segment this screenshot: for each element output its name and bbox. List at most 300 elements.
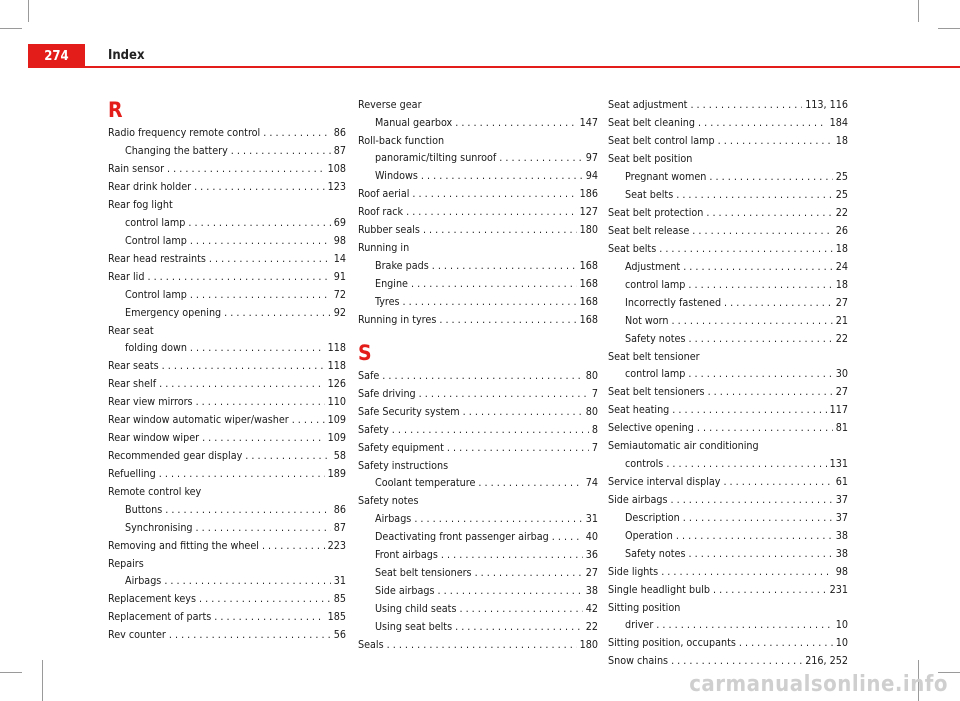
entry-label: Seat belt position: [608, 152, 693, 165]
index-entry[interactable]: [608, 240, 848, 258]
page-ref: 37: [835, 492, 848, 506]
dot-leader: [196, 519, 331, 537]
entry-label: driver: [625, 618, 654, 631]
page-ref: 189: [327, 467, 346, 480]
page-ref: 113, 116: [805, 98, 848, 111]
page-ref: 216, 252: [805, 654, 848, 667]
index-subentry[interactable]: [608, 186, 848, 204]
index-entry[interactable]: [358, 385, 598, 403]
index-entry[interactable]: [108, 268, 346, 286]
dot-leader: [698, 114, 827, 132]
dot-leader: [713, 581, 827, 599]
entry-label: Safety notes: [625, 331, 686, 345]
entry-label: Safe: [358, 368, 380, 382]
index-subentry[interactable]: [108, 519, 346, 537]
entry-label: Roll-back function: [358, 133, 445, 147]
entry-label: Not worn: [625, 313, 669, 327]
entry-label: Seat adjustment: [608, 98, 688, 111]
page-ref: 18: [835, 277, 848, 291]
index-subentry[interactable]: [108, 142, 346, 160]
page-ref: 184: [829, 116, 848, 129]
entry-label: Rev counter: [108, 628, 166, 641]
index-entry[interactable]: [608, 222, 848, 240]
index-subentry[interactable]: [358, 257, 598, 275]
index-entry[interactable]: [608, 96, 848, 114]
entry-label: Operation: [625, 528, 673, 542]
page-ref: 87: [333, 520, 346, 534]
index-subentry[interactable]: [108, 232, 346, 250]
page-ref: 14: [333, 251, 346, 265]
dot-leader: [202, 429, 325, 447]
page-title: Index: [108, 48, 145, 63]
page-ref: 168: [579, 276, 598, 290]
page-ref: 180: [579, 637, 598, 651]
page-ref: 91: [333, 269, 346, 283]
dot-leader: [263, 124, 331, 142]
dot-leader: [164, 572, 330, 590]
page-ref: 147: [579, 115, 598, 129]
index-column-2: [358, 96, 598, 654]
index-subentry[interactable]: [358, 600, 598, 618]
entry-label: Windows: [375, 169, 418, 182]
dot-leader: [159, 465, 325, 483]
entry-label: Refuelling: [108, 467, 156, 480]
entry-label: Rear seat: [108, 323, 154, 337]
index-entry[interactable]: [608, 599, 848, 617]
entry-label: Selective opening: [608, 421, 694, 434]
dot-leader: [419, 385, 589, 403]
index-subentry[interactable]: [608, 294, 848, 312]
page-ref: 69: [333, 215, 346, 229]
page-ref: 168: [579, 258, 598, 272]
index-entry[interactable]: [108, 160, 346, 178]
index-entry[interactable]: [608, 437, 848, 455]
entry-label: Seat belts: [608, 241, 657, 255]
index-subentry[interactable]: [108, 286, 346, 304]
dot-leader: [706, 204, 832, 222]
index-entry[interactable]: [358, 203, 598, 221]
entry-label: Control lamp: [125, 287, 187, 301]
entry-label: Radio frequency remote control: [108, 126, 261, 139]
entry-label: Removing and fitting the wheel: [108, 538, 259, 552]
entry-label: Manual gearbox: [375, 115, 453, 129]
entry-label: Safety equipment: [358, 440, 444, 454]
index-subentry[interactable]: [108, 572, 346, 590]
page-ref: 109: [327, 413, 346, 426]
dot-leader: [190, 232, 331, 250]
index-entry[interactable]: [358, 492, 598, 510]
index-entry[interactable]: [358, 403, 598, 421]
page-ref: 185: [327, 610, 346, 623]
dot-leader: [439, 311, 576, 329]
crop-mark: [0, 28, 22, 29]
index-subentry[interactable]: [358, 149, 598, 167]
dot-leader: [214, 608, 324, 626]
page-ref: 30: [835, 367, 848, 380]
dot-leader: [292, 411, 325, 429]
entry-label: Rain sensor: [108, 162, 165, 175]
index-subentry[interactable]: [608, 312, 848, 330]
entry-label: Rear window wiper: [108, 431, 200, 444]
dot-leader: [552, 528, 583, 546]
page-ref: 127: [579, 205, 598, 218]
dot-leader: [478, 474, 582, 492]
index-subentry[interactable]: [108, 501, 346, 519]
index-entry[interactable]: [608, 150, 848, 168]
page-ref: 110: [327, 395, 346, 408]
dot-leader: [666, 455, 826, 473]
page-ref: 108: [327, 162, 346, 175]
entry-label: Remote control key: [108, 485, 202, 498]
entry-label: Airbags: [125, 574, 162, 587]
page-ref: 186: [579, 187, 598, 200]
page-ref: 58: [333, 449, 346, 462]
page-ref: 18: [835, 134, 848, 147]
index-subentry[interactable]: [358, 528, 598, 546]
dot-leader: [447, 439, 589, 457]
entry-label: Recommended gear display: [108, 449, 243, 462]
index-entry[interactable]: [108, 411, 346, 429]
index-entry[interactable]: [108, 322, 346, 340]
dot-leader: [455, 114, 576, 132]
dot-leader: [437, 582, 582, 600]
entry-label: Snow chains: [608, 654, 669, 667]
page-ref: 22: [835, 205, 848, 219]
dot-leader: [147, 268, 330, 286]
index-entry[interactable]: [358, 221, 598, 239]
entry-label: Side airbags: [608, 492, 668, 506]
index-entry[interactable]: [608, 401, 848, 419]
index-subentry[interactable]: [608, 276, 848, 294]
entry-label: Engine: [375, 276, 408, 290]
entry-label: Side lights: [608, 564, 659, 578]
page-ref: 7: [591, 386, 598, 400]
dot-leader: [683, 258, 833, 276]
page-ref: 40: [585, 529, 598, 543]
entry-label: Running in: [358, 241, 410, 254]
dot-leader: [423, 221, 577, 239]
index-entry[interactable]: [358, 96, 598, 114]
entry-label: Incorrectly fastened: [625, 295, 722, 309]
index-entry[interactable]: [358, 311, 598, 329]
dot-leader: [688, 545, 832, 563]
page-ref: 18: [835, 241, 848, 255]
page-ref: 27: [835, 385, 848, 398]
page-ref: 27: [835, 295, 848, 309]
index-entry[interactable]: [358, 439, 598, 457]
entry-label: Running in tyres: [358, 312, 437, 326]
index-entry[interactable]: [358, 636, 598, 654]
page-ref: 42: [585, 601, 598, 615]
dot-leader: [671, 652, 802, 670]
page-ref: 31: [333, 574, 346, 587]
entry-label: Safety notes: [625, 546, 686, 560]
index-entry[interactable]: [108, 483, 346, 501]
page-ref: 61: [835, 474, 848, 488]
page-ref: 98: [835, 564, 848, 578]
entry-label: Side airbags: [375, 583, 435, 597]
dot-leader: [688, 330, 832, 348]
index-entry[interactable]: [108, 590, 346, 608]
index-subentry[interactable]: [608, 616, 848, 634]
index-entry[interactable]: [608, 563, 848, 581]
dot-leader: [718, 132, 833, 150]
index-entry[interactable]: [108, 375, 346, 393]
index-entry[interactable]: [108, 555, 346, 573]
page-ref: 118: [327, 359, 346, 372]
dot-leader: [676, 186, 833, 204]
page-ref: 36: [585, 547, 598, 561]
index-entry[interactable]: [358, 132, 598, 150]
dot-leader: [245, 447, 330, 465]
index-entry[interactable]: [108, 357, 346, 375]
index-subentry[interactable]: [108, 339, 346, 357]
entry-label: Adjustment: [625, 259, 681, 273]
index-entry[interactable]: [108, 447, 346, 465]
page-ref: 8: [591, 422, 598, 436]
entry-label: control lamp: [125, 215, 186, 229]
dot-leader: [659, 240, 833, 258]
entry-label: Replacement keys: [108, 592, 196, 605]
dot-leader: [262, 537, 325, 555]
dot-leader: [194, 178, 325, 196]
index-subentry[interactable]: [358, 275, 598, 293]
dot-leader: [656, 616, 832, 634]
dot-leader: [387, 636, 577, 654]
dot-leader: [432, 257, 577, 275]
page-ref: 56: [333, 628, 346, 641]
dot-leader: [167, 160, 325, 178]
entry-label: Seals: [358, 637, 384, 651]
index-subentry[interactable]: [108, 214, 346, 232]
entry-label: Safety: [358, 422, 389, 436]
entry-label: Seat belt tensioner: [608, 349, 700, 363]
index-subentry[interactable]: [608, 365, 848, 383]
entry-label: Seat belt cleaning: [608, 116, 695, 129]
index-subentry[interactable]: [358, 474, 598, 492]
index-entry[interactable]: [608, 473, 848, 491]
entry-label: Rear lid: [108, 269, 145, 283]
dot-leader: [231, 142, 331, 160]
entry-label: Rear drink holder: [108, 180, 192, 193]
page-ref: 27: [585, 565, 598, 579]
index-entry[interactable]: [358, 239, 598, 257]
entry-label: Service interval display: [608, 474, 721, 488]
dot-leader: [169, 626, 331, 644]
index-entry[interactable]: [358, 367, 598, 385]
index-subentry[interactable]: [608, 509, 848, 527]
dot-leader: [414, 510, 582, 528]
dot-leader: [224, 304, 331, 322]
page-ref: 24: [835, 259, 848, 273]
entry-label: Coolant temperature: [375, 476, 476, 489]
entry-label: Safe driving: [358, 386, 416, 400]
index-entry[interactable]: [108, 608, 346, 626]
page-ref: 109: [327, 431, 346, 444]
page-ref: 72: [333, 287, 346, 301]
entry-label: Synchronising: [125, 520, 193, 534]
entry-label: Rear shelf: [108, 377, 157, 390]
page-ref: 80: [585, 368, 598, 382]
index-subentry[interactable]: [608, 258, 848, 276]
index-subentry[interactable]: [608, 330, 848, 348]
page-ref: 22: [585, 619, 598, 633]
dot-leader: [159, 375, 325, 393]
index-subentry[interactable]: [358, 582, 598, 600]
entry-label: Rear head restraints: [108, 251, 206, 265]
index-entry[interactable]: [108, 124, 346, 142]
dot-leader: [683, 509, 833, 527]
crop-mark: [938, 28, 960, 29]
dot-leader: [708, 383, 833, 401]
entry-label: Semiautomatic air conditioning: [608, 439, 759, 452]
dot-leader: [455, 618, 583, 636]
index-entry[interactable]: [608, 419, 848, 437]
page-ref: 168: [579, 294, 598, 308]
index-entry[interactable]: [108, 393, 346, 411]
index-subentry[interactable]: [608, 527, 848, 545]
page-ref: 97: [585, 151, 598, 164]
page-ref: 37: [835, 510, 848, 524]
section-letter: R: [108, 98, 123, 122]
entry-label: Safety notes: [358, 494, 419, 507]
index-entry[interactable]: [108, 178, 346, 196]
entry-label: Seat belt control lamp: [608, 134, 715, 147]
dot-leader: [690, 96, 802, 114]
index-entry[interactable]: [108, 626, 346, 644]
index-entry[interactable]: [108, 465, 346, 483]
index-entry[interactable]: [358, 185, 598, 203]
dot-leader: [463, 403, 583, 421]
entry-label: Rear view mirrors: [108, 395, 193, 408]
page-ref: 86: [333, 502, 346, 516]
dot-leader: [724, 294, 833, 312]
index-subentry[interactable]: [608, 545, 848, 563]
index-subentry[interactable]: [358, 114, 598, 132]
index-subentry[interactable]: [358, 293, 598, 311]
watermark: carmanualsonline.info: [689, 672, 948, 697]
page-ref: 38: [835, 546, 848, 560]
dot-leader: [709, 168, 832, 186]
index-subentry[interactable]: [608, 168, 848, 186]
page-ref: 168: [579, 312, 598, 326]
index-subentry[interactable]: [358, 510, 598, 528]
page-ref: 25: [835, 169, 848, 183]
dot-leader: [196, 393, 325, 411]
entry-label: Replacement of parts: [108, 610, 212, 623]
dot-leader: [406, 203, 577, 221]
dot-leader: [672, 401, 826, 419]
entry-label: Seat heating: [608, 403, 670, 416]
index-entry[interactable]: [608, 634, 848, 652]
index-entry[interactable]: [608, 114, 848, 132]
index-entry[interactable]: [608, 491, 848, 509]
entry-label: Rear window automatic wiper/washer: [108, 413, 289, 426]
dot-leader: [692, 222, 832, 240]
entry-label: Rubber seals: [358, 223, 420, 236]
index-entry[interactable]: [608, 348, 848, 366]
page-ref: 7: [591, 440, 598, 454]
index-subentry[interactable]: [358, 167, 598, 185]
entry-label: Changing the battery: [125, 144, 228, 157]
page-ref: 117: [829, 403, 848, 416]
dot-leader: [190, 286, 331, 304]
page-ref: 131: [829, 456, 848, 470]
page-ref: 180: [579, 223, 598, 236]
dot-leader: [190, 339, 325, 357]
entry-label: control lamp: [625, 277, 686, 291]
entry-label: Seat belt tensioners: [375, 565, 472, 579]
page-ref: 80: [585, 404, 598, 418]
crop-mark: [28, 0, 29, 22]
entry-label: Pregnant women: [625, 169, 707, 183]
page-ref: 94: [585, 169, 598, 182]
page-ref: 26: [835, 223, 848, 237]
index-entry[interactable]: [608, 581, 848, 599]
index-entry[interactable]: [608, 383, 848, 401]
dot-leader: [188, 214, 330, 232]
page-ref: 92: [333, 305, 346, 319]
entry-label: Roof aerial: [358, 187, 410, 200]
page-ref: 21: [835, 313, 848, 327]
page-ref: 126: [327, 377, 346, 390]
index-entry[interactable]: [608, 132, 848, 150]
index-entry[interactable]: [358, 457, 598, 475]
entry-label: Safe Security system: [358, 404, 460, 418]
entry-label: Seat belt protection: [608, 205, 704, 219]
index-entry[interactable]: [108, 196, 346, 214]
entry-label: Seat belt tensioners: [608, 385, 705, 398]
dot-leader: [676, 527, 833, 545]
index-entry[interactable]: [608, 652, 848, 670]
entry-label: Rear seats: [108, 359, 159, 372]
index-entry[interactable]: [108, 250, 346, 268]
entry-label: Sitting position: [608, 600, 681, 614]
entry-label: Reverse gear: [358, 98, 422, 111]
index-entry[interactable]: [358, 421, 598, 439]
entry-label: Single headlight bulb: [608, 582, 710, 596]
section-letter: S: [358, 340, 372, 365]
index-subentry[interactable]: [358, 546, 598, 564]
page-ref: 85: [333, 592, 346, 605]
index-subentry[interactable]: [108, 304, 346, 322]
entry-label: Seat belts: [625, 187, 674, 201]
dot-leader: [499, 149, 583, 167]
crop-mark: [0, 672, 22, 673]
dot-leader: [165, 501, 331, 519]
page-ref: 231: [829, 582, 848, 596]
entry-label: control lamp: [625, 367, 686, 380]
page-ref: 22: [835, 331, 848, 345]
entry-label: Safety instructions: [358, 458, 449, 472]
dot-leader: [392, 421, 589, 439]
entry-label: Repairs: [108, 556, 144, 570]
index-subentry[interactable]: [358, 618, 598, 636]
index-subentry[interactable]: [358, 564, 598, 582]
dot-leader: [661, 563, 833, 581]
index-subentry[interactable]: [608, 455, 848, 473]
dot-leader: [382, 367, 582, 385]
index-entry[interactable]: [608, 204, 848, 222]
index-entry[interactable]: [108, 429, 346, 447]
index-entry[interactable]: [108, 537, 346, 555]
page-ref: 25: [835, 187, 848, 201]
entry-label: panoramic/tilting sunroof: [375, 151, 497, 164]
entry-label: Seat belt release: [608, 223, 690, 237]
dot-leader: [209, 250, 331, 268]
dot-leader: [162, 357, 325, 375]
dot-leader: [441, 546, 583, 564]
